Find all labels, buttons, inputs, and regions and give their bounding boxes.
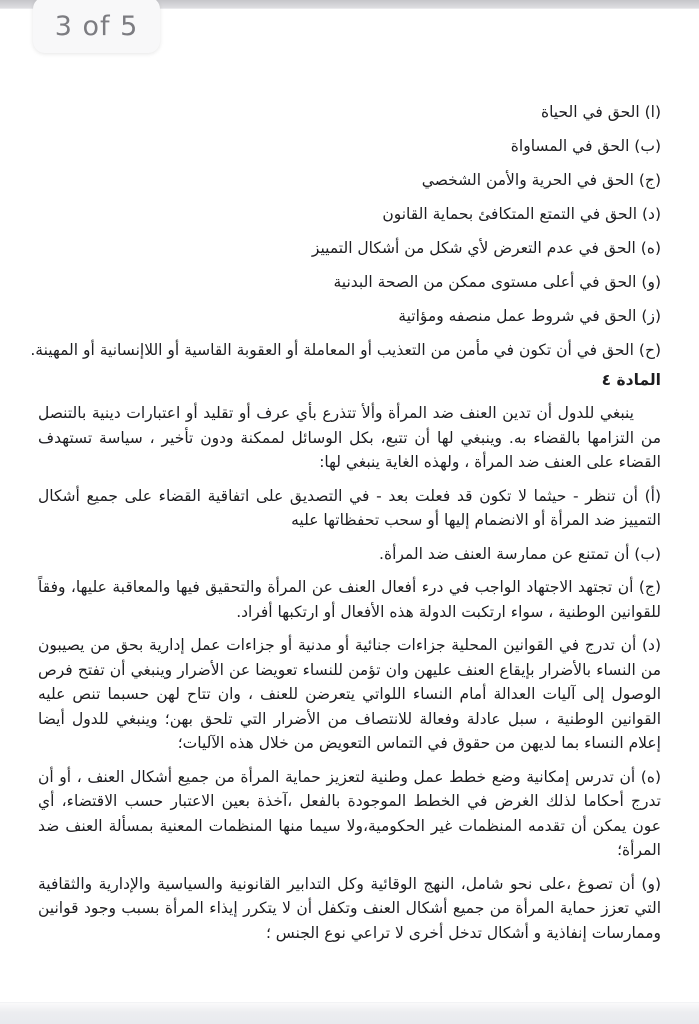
- list-item-right-h: (ح) الحق في أن تكون في مأمن من التعذيب أو المعاملة أو العقوبة القاسية أو اللاإنسانية أو المهينة.: [30, 341, 661, 359]
- intro-paragraph: ينبغي للدول أن تدين العنف ضد المرأة وألأ تتذرع بأي عرف أو تقليد أو اعتبارات دينية بالتنصل من التزامها بالقضاء به. وينبغي لها أن تتبع، بكل الوسائل لممكنة ودون تأخير ، سياسة تستهدف القضاء على العنف ضد المرأة ، ولهذه الغاية ينبغي لها:: [38, 404, 661, 471]
- clause-paragraph-e: (ه) أن تدرس إمكانية وضع خطط عمل وطنية لتعزيز حماية المرأة من جميع أشكال العنف ، أو أن تدرج أحكاما لذلك الغرض في الخطط الموجودة بالفعل ،آخذة بعين الاعتبار حسب الاقتضاء، أي عون يمكن أن تقدمه المنظمات غير الحكومية،ولا سيما منها المنظمات المعنية بمسألة العنف ضد المرأة؛: [38, 767, 661, 859]
- page-gap: [0, 1002, 699, 1024]
- clause-paragraph-d: (د) أن تدرج في القوانين المحلية جزاءات جنائية أو مدنية أو جزاءات عمل إدارية بحق من يصيبون من النساء بالأضرار بإيقاع العنف عليهن وان تؤمن للنساء تعويضا عن الأضرار وينبغي أن تفتح فرص الوصول إلى آليات العدالة أمام النساء اللواتي يتعرضن للعنف ، وان تتاح لهن حسبما تنص عليه القوانين الوطنية ، سبل عادلة وفعالة للانتصاف من الأضرار التي تلحق بهن؛ وينبغي للدول أيضا إعلام النساء بما لديهن من حقوق في التماس التعويض من خلال هذه الآليات؛: [38, 636, 661, 752]
- page-indicator-badge: [33, 0, 160, 53]
- list-item-right-f: (و) الحق في أعلى مستوى ممكن من الصحة البدنية: [333, 273, 661, 291]
- rights-list: [30, 100, 661, 362]
- article-heading: المادة ٤: [601, 371, 661, 389]
- clause-paragraph-f: (و) أن تصوغ ،على نحو شامل، النهج الوقائية وكل التدابير القانونية والسياسية والإدارية والثقافية التي تعزز حماية المرأة من جميع أشكال العنف وتكفل أن لا يتكرر إيذاء المرأة بسبب وجود قوانين وممارسات إنفاذية و أشكال تدخل أخرى لا تراعي نوع الجنس ؛: [38, 874, 661, 942]
- list-item-right-g: (ز) الحق في شروط عمل منصفه ومؤاتية: [398, 307, 661, 325]
- clause-paragraph-a: (أ) أن تنظر - حيثما لا تكون قد فعلت بعد - في التصديق على اتفاقية القضاء على جميع أشكال التمييز ضد المرأة أو الانضمام إليها أو سحب تحفظاتها عليه: [38, 486, 661, 529]
- page-indicator-label: 3 of 5: [54, 11, 139, 42]
- list-item-right-b: (ب) الحق في المساواة: [510, 137, 661, 155]
- clause-paragraph-b: (ب) أن تمتنع عن ممارسة العنف ضد المرأة.: [379, 544, 661, 563]
- list-item-right-e: (ه) الحق في عدم التعرض لأي شكل من أشكال التمييز: [311, 239, 661, 257]
- list-item-right-a: (ا) الحق في الحياة: [540, 103, 661, 121]
- clause-paragraph-c: (ج) أن تجتهد الاجتهاد الواجب في درء أفعال العنف عن المرأة والتحقيق فيها والمعاقبة عليها، وفقاً للقوانين الوطنية ، سواء ارتكبت الدولة هذه الأفعال أو ارتكبها أفراد.: [38, 578, 661, 621]
- list-item-right-c: (ج) الحق في الحرية والأمن الشخصي: [421, 171, 661, 189]
- list-item-right-d: (د) الحق في التمتع المتكافئ بحماية القانون: [382, 205, 661, 223]
